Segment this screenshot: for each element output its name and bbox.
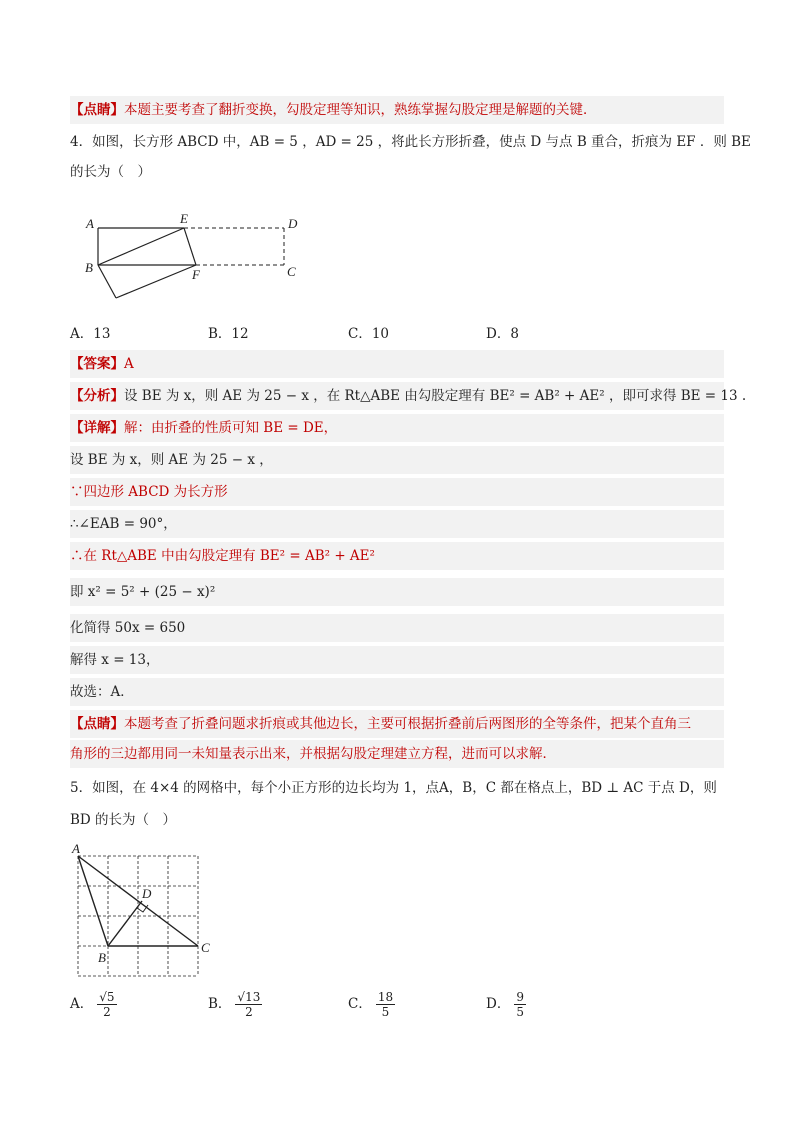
q5-option-d-num: 9 xyxy=(516,990,524,1004)
q4-stem-line1: 4．如图，长方形 ABCD 中，AB = 5 ，AD = 25 ，将此长方形折叠，使点 D 与点 B 重合，折痕为 EF ．则 BE xyxy=(70,134,751,150)
analysis-text: 设 BE 为 x，则 AE 为 25 − x ，在 Rt△ABE 由勾股定理有 BE² = AB² + AE² ，即可求得 BE = 13 . xyxy=(124,388,747,404)
q4-tip-line1 xyxy=(70,710,724,738)
q5-option-c-letter: C． xyxy=(348,996,372,1012)
q5-label-B: B xyxy=(98,950,106,965)
detail-tag: 【详解】 xyxy=(70,420,124,436)
q5-option-a-letter: A． xyxy=(70,996,94,1012)
q4-label-D: D xyxy=(288,216,298,231)
tip-text-1: 本题考查了折叠问题求折痕或其他边长，主要可根据折叠前后两图形的全等条件，把某个直角三 xyxy=(124,716,691,732)
q5-option-c-den: 5 xyxy=(381,1005,390,1019)
q4-label-B: B xyxy=(85,260,93,275)
q4-label-F: F xyxy=(192,267,200,282)
q4-label-C: C xyxy=(287,264,296,279)
q5-option-d-letter: D． xyxy=(486,996,511,1012)
prev-tip-text: 本题主要考查了翻折变换，勾股定理等知识，熟练掌握勾股定理是解题的关键． xyxy=(124,102,597,118)
q5-option-b-den: 2 xyxy=(245,1005,253,1019)
q5-option-a-frac xyxy=(97,990,116,1019)
q5-option-c-num: 18 xyxy=(377,990,394,1004)
q5-option-b[interactable] xyxy=(208,990,262,1019)
q4-tip-line2: 角形的三边都用同一未知量表示出来，并根据勾股定理建立方程，进而可以求解． xyxy=(70,740,724,768)
prev-tip-tag: 【点睛】 xyxy=(70,102,124,118)
q4-step-8: 故选：A． xyxy=(70,678,724,706)
tip-tag: 【点睛】 xyxy=(70,716,124,732)
q5-fig-AB xyxy=(78,856,108,946)
q4-step-3: ∴∠EAB = 90°， xyxy=(70,510,724,538)
q4-step-4: ∴在 Rt△ABE 中由勾股定理有 BE² = AB² + AE² xyxy=(70,542,724,570)
q5-option-a-num: √5 xyxy=(99,990,115,1004)
q5-option-d-den: 5 xyxy=(516,1005,524,1019)
q5-option-a-den: 2 xyxy=(103,1005,111,1019)
q5-option-b-num: √13 xyxy=(237,990,261,1004)
q5-stem-line2: BD 的长为（ ） xyxy=(70,812,177,828)
q5-option-d-frac xyxy=(514,990,526,1019)
q4-step-1: 设 BE 为 x，则 AE 为 25 − x ， xyxy=(70,446,724,474)
q5-option-d[interactable] xyxy=(486,990,526,1019)
q4-figure xyxy=(80,210,310,302)
q4-option-b[interactable]: B．12 xyxy=(208,326,249,342)
analysis-tag: 【分析】 xyxy=(70,388,124,404)
q5-option-b-letter: B． xyxy=(208,996,232,1012)
q5-label-C: C xyxy=(201,940,210,955)
answer-tag: 【答案】 xyxy=(70,356,124,372)
q5-label-D: D xyxy=(142,886,152,901)
q4-option-c[interactable]: C．10 xyxy=(348,326,390,342)
q4-fig-BG xyxy=(98,265,116,298)
q4-detail xyxy=(70,414,724,442)
q4-step-7: 解得 x = 13， xyxy=(70,646,724,674)
q4-fig-BE xyxy=(98,228,184,265)
q5-option-c[interactable] xyxy=(348,990,395,1019)
q4-fig-EF xyxy=(184,228,196,265)
answer-value: A xyxy=(124,356,134,372)
q4-option-a[interactable]: A．13 xyxy=(70,326,111,342)
q5-grid xyxy=(78,856,198,976)
q5-label-A: A xyxy=(72,841,80,856)
q5-option-c-frac xyxy=(376,990,395,1019)
q4-step-6: 化简得 50x = 650 xyxy=(70,614,724,642)
q4-label-E: E xyxy=(180,211,188,226)
q4-stem-line2: 的长为（ ） xyxy=(70,164,151,180)
q5-figure xyxy=(66,840,226,980)
q5-option-a[interactable] xyxy=(70,990,117,1019)
q4-fig-GF xyxy=(116,265,196,298)
q5-fig-BD xyxy=(108,901,142,946)
q4-label-A: A xyxy=(86,216,94,231)
q4-step-2: ∵四边形 ABCD 为长方形 xyxy=(70,478,724,506)
q4-option-d[interactable]: D．8 xyxy=(486,326,519,342)
q5-stem-line1: 5．如图，在 4×4 的网格中，每个小正方形的边长均为 1，点A，B，C 都在格点上，BD ⊥ AC 于点 D，则 xyxy=(70,780,717,796)
q5-option-b-frac xyxy=(235,990,262,1019)
q4-answer xyxy=(70,350,724,378)
q4-analysis xyxy=(70,382,747,410)
prev-tip xyxy=(70,96,724,124)
q4-step-5: 即 x² = 5² + (25 − x)² xyxy=(70,578,724,606)
detail-text: 解：由折叠的性质可知 BE = DE， xyxy=(124,420,338,436)
